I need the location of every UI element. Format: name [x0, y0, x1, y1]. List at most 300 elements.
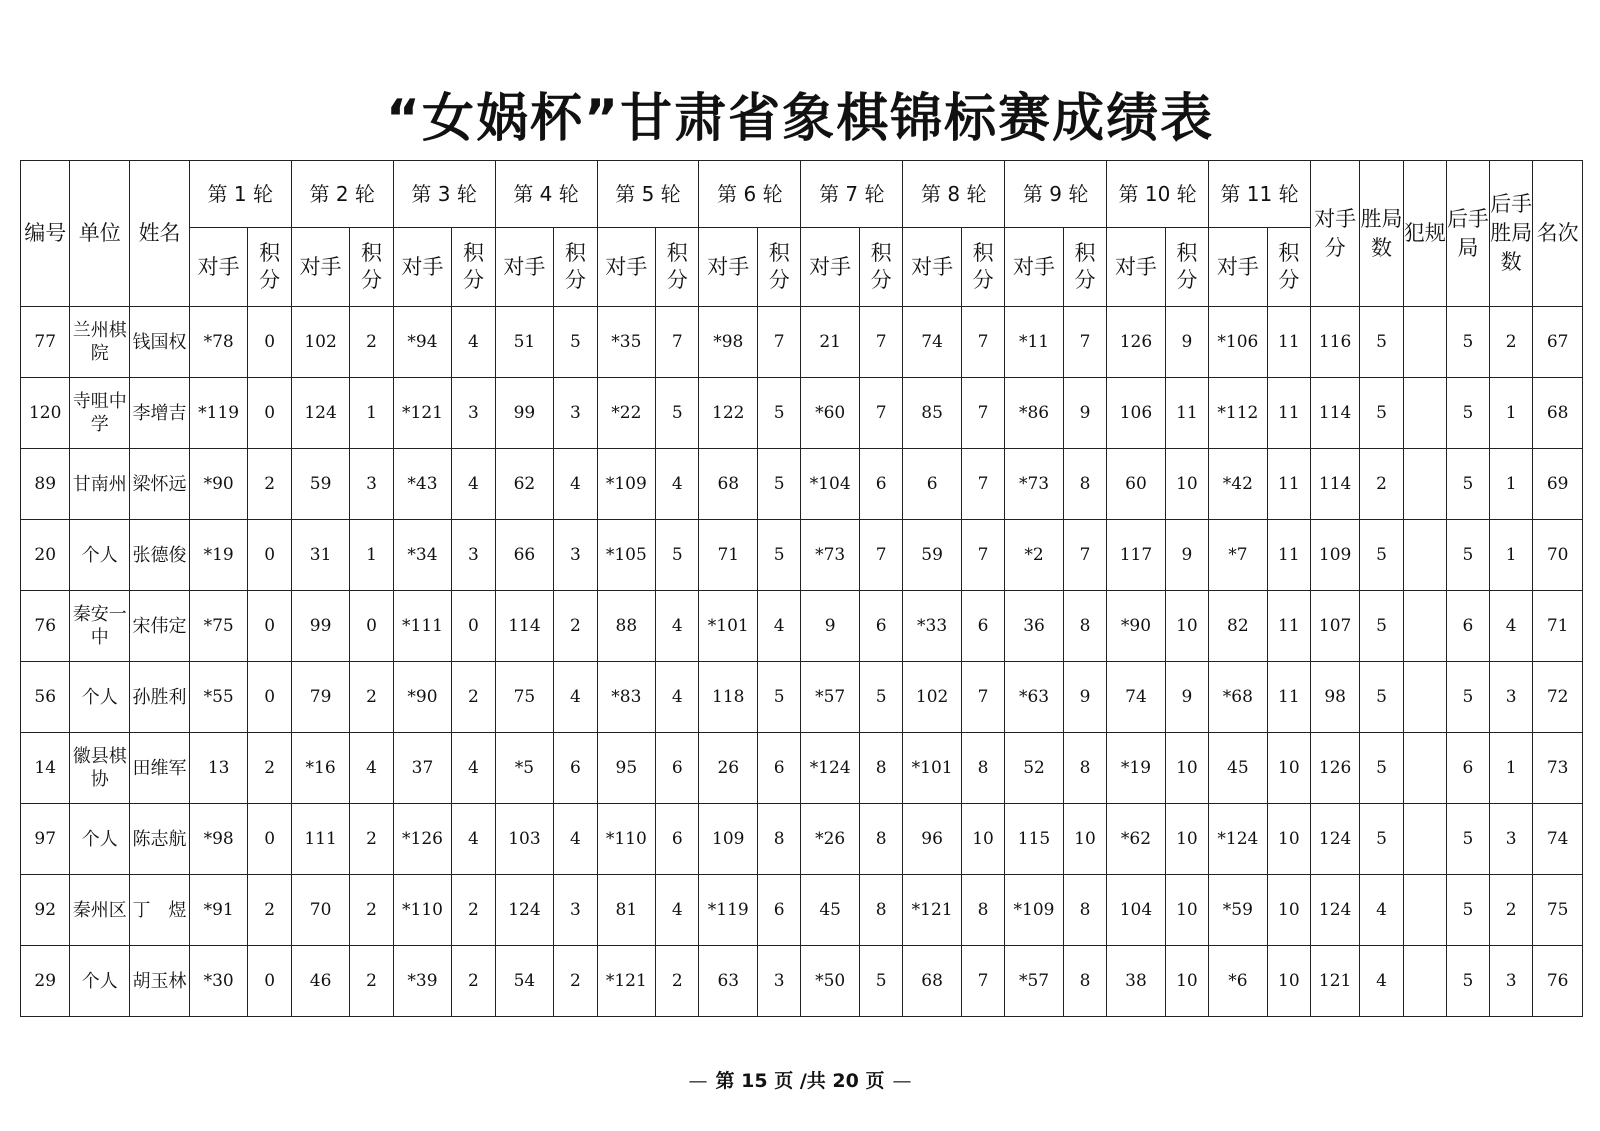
- round-opponent: 36: [1005, 591, 1064, 662]
- round-opponent: 74: [1107, 662, 1166, 733]
- wins: 5: [1360, 378, 1403, 449]
- second-moves: 5: [1446, 520, 1489, 591]
- round-points: 6: [758, 733, 801, 804]
- round-opponent: *119: [189, 378, 248, 449]
- fouls: [1403, 946, 1446, 1017]
- round-points: 10: [1165, 591, 1208, 662]
- round-points: 9: [1165, 520, 1208, 591]
- second-moves: 5: [1446, 307, 1489, 378]
- opp-score: 121: [1310, 946, 1359, 1017]
- round-points: 10: [1165, 733, 1208, 804]
- round-opponent: 88: [597, 591, 656, 662]
- rank: 72: [1533, 662, 1583, 733]
- round-points: 3: [350, 449, 393, 520]
- round-opponent: *5: [495, 733, 554, 804]
- rank: 67: [1533, 307, 1583, 378]
- round-points: 11: [1267, 307, 1310, 378]
- round-points: 2: [350, 875, 393, 946]
- round-opponent: *7: [1209, 520, 1268, 591]
- round-points: 4: [452, 307, 495, 378]
- player-name: 梁怀远: [130, 449, 190, 520]
- round-points: 4: [554, 662, 597, 733]
- round-points: 7: [1063, 520, 1106, 591]
- header-opponent: 对手: [801, 228, 860, 307]
- footer-dash-right: —: [892, 1070, 912, 1092]
- round-opponent: *90: [393, 662, 452, 733]
- round-points: 10: [1165, 804, 1208, 875]
- round-opponent: 37: [393, 733, 452, 804]
- player-unit: 个人: [70, 946, 130, 1017]
- round-opponent: *105: [597, 520, 656, 591]
- round-points: 1: [350, 378, 393, 449]
- round-points: 4: [656, 662, 699, 733]
- header-opponent: 对手: [1107, 228, 1166, 307]
- round-points: 4: [452, 733, 495, 804]
- header-points: 积分: [860, 228, 903, 307]
- round-opponent: *35: [597, 307, 656, 378]
- round-opponent: *78: [189, 307, 248, 378]
- player-name: 张德俊: [130, 520, 190, 591]
- round-points: 6: [961, 591, 1004, 662]
- round-points: 4: [554, 449, 597, 520]
- round-opponent: 81: [597, 875, 656, 946]
- round-opponent: *19: [189, 520, 248, 591]
- header-round-3: 第 3 轮: [393, 161, 495, 228]
- second-wins: 1: [1490, 449, 1533, 520]
- round-points: 0: [452, 591, 495, 662]
- header-round-1: 第 1 轮: [189, 161, 291, 228]
- wins: 2: [1360, 449, 1403, 520]
- round-opponent: 117: [1107, 520, 1166, 591]
- round-opponent: *26: [801, 804, 860, 875]
- round-points: 6: [860, 449, 903, 520]
- round-points: 6: [656, 733, 699, 804]
- round-points: 8: [1063, 591, 1106, 662]
- round-opponent: 102: [903, 662, 962, 733]
- opp-score: 124: [1310, 875, 1359, 946]
- wins: 5: [1360, 591, 1403, 662]
- round-opponent: *34: [393, 520, 452, 591]
- round-opponent: *83: [597, 662, 656, 733]
- round-opponent: *33: [903, 591, 962, 662]
- round-points: 6: [554, 733, 597, 804]
- round-points: 9: [1165, 662, 1208, 733]
- player-id: 97: [21, 804, 70, 875]
- round-points: 4: [656, 449, 699, 520]
- player-id: 77: [21, 307, 70, 378]
- round-opponent: *57: [1005, 946, 1064, 1017]
- round-opponent: 63: [699, 946, 758, 1017]
- header-points: 积分: [452, 228, 495, 307]
- round-points: 4: [554, 804, 597, 875]
- opp-score: 126: [1310, 733, 1359, 804]
- round-points: 5: [758, 378, 801, 449]
- round-opponent: *111: [393, 591, 452, 662]
- round-opponent: 59: [291, 449, 350, 520]
- player-id: 76: [21, 591, 70, 662]
- round-points: 10: [1267, 875, 1310, 946]
- round-opponent: *90: [1107, 591, 1166, 662]
- round-points: 2: [452, 875, 495, 946]
- header-round-9: 第 9 轮: [1005, 161, 1107, 228]
- header-row-rounds: [21, 161, 1583, 228]
- page-footer: [0, 1066, 1600, 1093]
- round-points: 2: [248, 875, 291, 946]
- table-row: [21, 591, 1583, 662]
- fouls: [1403, 307, 1446, 378]
- round-opponent: 106: [1107, 378, 1166, 449]
- round-points: 10: [1165, 449, 1208, 520]
- round-opponent: *57: [801, 662, 860, 733]
- header-round-7: 第 7 轮: [801, 161, 903, 228]
- round-points: 6: [656, 804, 699, 875]
- round-opponent: *98: [189, 804, 248, 875]
- round-opponent: *73: [1005, 449, 1064, 520]
- round-opponent: *112: [1209, 378, 1268, 449]
- round-points: 7: [961, 520, 1004, 591]
- header-name: 姓名: [130, 161, 190, 307]
- round-opponent: *50: [801, 946, 860, 1017]
- round-points: 5: [758, 520, 801, 591]
- round-points: 3: [452, 378, 495, 449]
- round-opponent: *30: [189, 946, 248, 1017]
- round-points: 8: [860, 733, 903, 804]
- fouls: [1403, 449, 1446, 520]
- round-points: 8: [1063, 733, 1106, 804]
- round-points: 10: [1165, 946, 1208, 1017]
- player-name: 孙胜利: [130, 662, 190, 733]
- fouls: [1403, 520, 1446, 591]
- wins: 5: [1360, 520, 1403, 591]
- wins: 5: [1360, 307, 1403, 378]
- header-round-6: 第 6 轮: [699, 161, 801, 228]
- round-opponent: *60: [801, 378, 860, 449]
- wins: 5: [1360, 804, 1403, 875]
- round-opponent: *124: [1209, 804, 1268, 875]
- player-unit: 个人: [70, 662, 130, 733]
- header-round-2: 第 2 轮: [291, 161, 393, 228]
- wins: 5: [1360, 662, 1403, 733]
- round-points: 4: [350, 733, 393, 804]
- header-opponent: 对手: [903, 228, 962, 307]
- second-moves: 5: [1446, 449, 1489, 520]
- header-round-11: 第 11 轮: [1209, 161, 1311, 228]
- player-unit: 个人: [70, 520, 130, 591]
- header-round-8: 第 8 轮: [903, 161, 1005, 228]
- header-id: 编号: [21, 161, 70, 307]
- header-opponent: 对手: [189, 228, 248, 307]
- round-points: 5: [554, 307, 597, 378]
- round-points: 10: [1165, 875, 1208, 946]
- round-opponent: *62: [1107, 804, 1166, 875]
- opp-score: 109: [1310, 520, 1359, 591]
- opp-score: 107: [1310, 591, 1359, 662]
- round-opponent: 45: [801, 875, 860, 946]
- header-second-wins: 后手胜局数: [1490, 161, 1533, 307]
- opp-score: 98: [1310, 662, 1359, 733]
- round-opponent: *75: [189, 591, 248, 662]
- second-wins: 3: [1490, 946, 1533, 1017]
- player-unit: 兰州棋院: [70, 307, 130, 378]
- round-opponent: *121: [903, 875, 962, 946]
- round-opponent: *91: [189, 875, 248, 946]
- round-opponent: 124: [495, 875, 554, 946]
- rank: 76: [1533, 946, 1583, 1017]
- round-points: 6: [860, 591, 903, 662]
- round-points: 3: [758, 946, 801, 1017]
- header-unit: 单位: [70, 161, 130, 307]
- round-opponent: *43: [393, 449, 452, 520]
- round-opponent: 85: [903, 378, 962, 449]
- round-points: 0: [248, 520, 291, 591]
- round-points: 4: [758, 591, 801, 662]
- header-opponent: 对手: [1005, 228, 1064, 307]
- header-opponent: 对手: [1209, 228, 1268, 307]
- round-opponent: 54: [495, 946, 554, 1017]
- round-opponent: 124: [291, 378, 350, 449]
- round-opponent: 46: [291, 946, 350, 1017]
- round-points: 5: [758, 449, 801, 520]
- wins: 5: [1360, 733, 1403, 804]
- round-points: 0: [350, 591, 393, 662]
- round-opponent: *55: [189, 662, 248, 733]
- round-opponent: 9: [801, 591, 860, 662]
- round-opponent: 75: [495, 662, 554, 733]
- round-opponent: *22: [597, 378, 656, 449]
- round-opponent: 38: [1107, 946, 1166, 1017]
- round-opponent: *101: [699, 591, 758, 662]
- player-name: 宋伟定: [130, 591, 190, 662]
- player-name: 陈志航: [130, 804, 190, 875]
- round-points: 2: [350, 804, 393, 875]
- player-unit: 徽县棋协: [70, 733, 130, 804]
- header-round-10: 第 10 轮: [1107, 161, 1209, 228]
- results-body: [21, 307, 1583, 1017]
- round-points: 11: [1267, 591, 1310, 662]
- round-points: 10: [961, 804, 1004, 875]
- round-opponent: *11: [1005, 307, 1064, 378]
- header-opp-score: 对手分: [1310, 161, 1359, 307]
- round-points: 7: [961, 662, 1004, 733]
- round-opponent: *42: [1209, 449, 1268, 520]
- round-points: 7: [758, 307, 801, 378]
- header-points: 积分: [1267, 228, 1310, 307]
- round-points: 7: [961, 307, 1004, 378]
- second-wins: 1: [1490, 733, 1533, 804]
- document-title: “女娲杯”甘肃省象棋锦标赛成绩表: [385, 89, 1215, 149]
- header-points: 积分: [758, 228, 801, 307]
- round-points: 2: [350, 946, 393, 1017]
- round-opponent: 52: [1005, 733, 1064, 804]
- round-opponent: 66: [495, 520, 554, 591]
- round-points: 0: [248, 662, 291, 733]
- round-opponent: 115: [1005, 804, 1064, 875]
- round-points: 11: [1267, 378, 1310, 449]
- player-id: 14: [21, 733, 70, 804]
- round-opponent: 13: [189, 733, 248, 804]
- round-opponent: 60: [1107, 449, 1166, 520]
- rank: 70: [1533, 520, 1583, 591]
- round-opponent: 68: [699, 449, 758, 520]
- round-points: 4: [656, 591, 699, 662]
- round-points: 7: [1063, 307, 1106, 378]
- second-moves: 5: [1446, 946, 1489, 1017]
- round-opponent: *90: [189, 449, 248, 520]
- table-row: [21, 804, 1583, 875]
- results-table: [20, 160, 1583, 1017]
- table-row: [21, 875, 1583, 946]
- fouls: [1403, 804, 1446, 875]
- player-id: 29: [21, 946, 70, 1017]
- round-points: 2: [554, 591, 597, 662]
- round-points: 7: [961, 378, 1004, 449]
- table-row: [21, 662, 1583, 733]
- round-opponent: *98: [699, 307, 758, 378]
- round-points: 5: [860, 662, 903, 733]
- wins: 4: [1360, 946, 1403, 1017]
- player-id: 92: [21, 875, 70, 946]
- round-points: 4: [656, 875, 699, 946]
- round-opponent: 99: [495, 378, 554, 449]
- round-opponent: 45: [1209, 733, 1268, 804]
- header-second-moves: 后手局: [1446, 161, 1489, 307]
- player-unit: 甘南州: [70, 449, 130, 520]
- round-points: 10: [1267, 946, 1310, 1017]
- second-wins: 3: [1490, 662, 1533, 733]
- fouls: [1403, 875, 1446, 946]
- round-opponent: *16: [291, 733, 350, 804]
- header-points: 积分: [248, 228, 291, 307]
- round-points: 11: [1267, 662, 1310, 733]
- round-points: 5: [758, 662, 801, 733]
- second-wins: 3: [1490, 804, 1533, 875]
- round-points: 10: [1267, 733, 1310, 804]
- player-id: 56: [21, 662, 70, 733]
- round-opponent: 118: [699, 662, 758, 733]
- opp-score: 114: [1310, 378, 1359, 449]
- round-opponent: 111: [291, 804, 350, 875]
- round-opponent: 26: [699, 733, 758, 804]
- round-opponent: 103: [495, 804, 554, 875]
- round-opponent: 74: [903, 307, 962, 378]
- second-wins: 2: [1490, 307, 1533, 378]
- round-opponent: 104: [1107, 875, 1166, 946]
- round-points: 7: [961, 946, 1004, 1017]
- round-opponent: *86: [1005, 378, 1064, 449]
- round-points: 7: [860, 378, 903, 449]
- round-opponent: *106: [1209, 307, 1268, 378]
- rank: 71: [1533, 591, 1583, 662]
- page-number: 第 15 页 /共 20 页: [715, 1070, 885, 1092]
- round-opponent: 51: [495, 307, 554, 378]
- round-opponent: *73: [801, 520, 860, 591]
- second-moves: 5: [1446, 875, 1489, 946]
- player-unit: 寺咀中学: [70, 378, 130, 449]
- round-opponent: *110: [597, 804, 656, 875]
- header-points: 积分: [350, 228, 393, 307]
- rank: 69: [1533, 449, 1583, 520]
- round-points: 8: [1063, 449, 1106, 520]
- round-opponent: 62: [495, 449, 554, 520]
- round-opponent: *119: [699, 875, 758, 946]
- header-opponent: 对手: [495, 228, 554, 307]
- round-opponent: 95: [597, 733, 656, 804]
- round-opponent: *19: [1107, 733, 1166, 804]
- second-moves: 5: [1446, 662, 1489, 733]
- header-points: 积分: [554, 228, 597, 307]
- rank: 68: [1533, 378, 1583, 449]
- round-opponent: *94: [393, 307, 452, 378]
- round-opponent: *101: [903, 733, 962, 804]
- round-opponent: 71: [699, 520, 758, 591]
- round-opponent: 79: [291, 662, 350, 733]
- round-points: 0: [248, 378, 291, 449]
- round-opponent: 114: [495, 591, 554, 662]
- round-points: 4: [452, 804, 495, 875]
- round-points: 2: [452, 662, 495, 733]
- second-wins: 1: [1490, 520, 1533, 591]
- fouls: [1403, 662, 1446, 733]
- opp-score: 114: [1310, 449, 1359, 520]
- player-id: 89: [21, 449, 70, 520]
- opp-score: 124: [1310, 804, 1359, 875]
- round-opponent: 68: [903, 946, 962, 1017]
- footer-dash-left: —: [688, 1070, 708, 1092]
- round-points: 2: [350, 662, 393, 733]
- header-round-5: 第 5 轮: [597, 161, 699, 228]
- header-fouls: 犯规: [1403, 161, 1446, 307]
- round-points: 8: [961, 733, 1004, 804]
- round-opponent: 59: [903, 520, 962, 591]
- second-wins: 2: [1490, 875, 1533, 946]
- player-unit: 秦安一中: [70, 591, 130, 662]
- round-opponent: *68: [1209, 662, 1268, 733]
- round-opponent: 109: [699, 804, 758, 875]
- round-points: 0: [248, 307, 291, 378]
- round-points: 8: [758, 804, 801, 875]
- header-opponent: 对手: [699, 228, 758, 307]
- round-points: 2: [656, 946, 699, 1017]
- round-points: 5: [860, 946, 903, 1017]
- round-points: 11: [1267, 520, 1310, 591]
- table-row: [21, 378, 1583, 449]
- round-points: 11: [1267, 449, 1310, 520]
- round-points: 2: [248, 733, 291, 804]
- round-points: 0: [248, 804, 291, 875]
- round-points: 4: [452, 449, 495, 520]
- round-opponent: 70: [291, 875, 350, 946]
- round-opponent: *104: [801, 449, 860, 520]
- table-row: [21, 733, 1583, 804]
- round-points: 6: [758, 875, 801, 946]
- round-opponent: *124: [801, 733, 860, 804]
- round-points: 2: [554, 946, 597, 1017]
- round-points: 8: [860, 804, 903, 875]
- round-points: 8: [1063, 875, 1106, 946]
- player-id: 20: [21, 520, 70, 591]
- second-wins: 4: [1490, 591, 1533, 662]
- player-name: 胡玉林: [130, 946, 190, 1017]
- round-points: 8: [1063, 946, 1106, 1017]
- table-row: [21, 946, 1583, 1017]
- round-points: 9: [1165, 307, 1208, 378]
- round-points: 0: [248, 946, 291, 1017]
- rank: 74: [1533, 804, 1583, 875]
- round-opponent: *6: [1209, 946, 1268, 1017]
- round-points: 3: [554, 875, 597, 946]
- round-points: 5: [656, 520, 699, 591]
- round-points: 3: [554, 378, 597, 449]
